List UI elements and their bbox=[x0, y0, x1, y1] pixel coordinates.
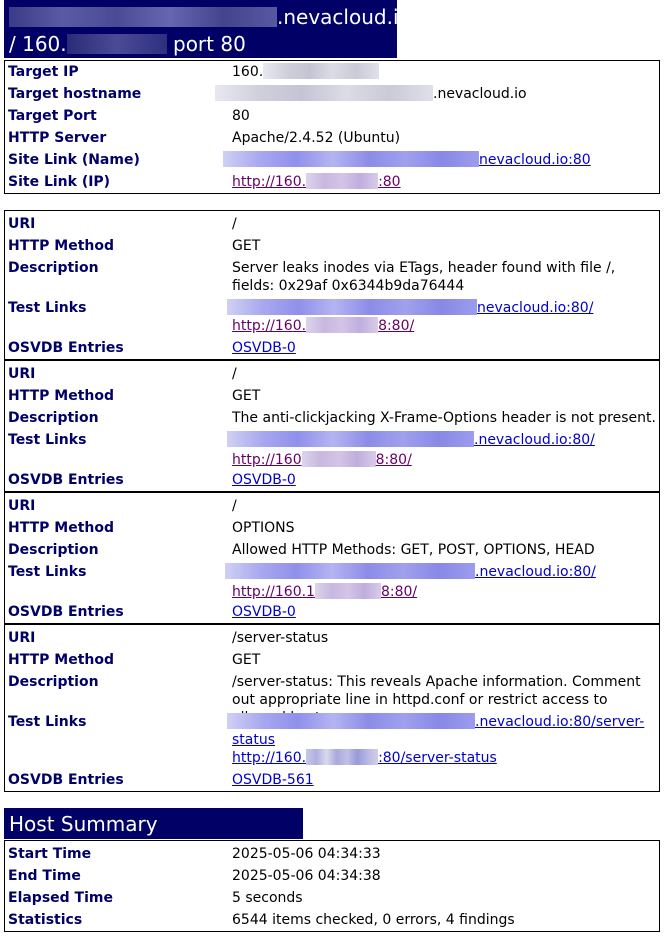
test-link-name[interactable]: .nevacloud.io:80/ bbox=[225, 563, 596, 581]
finding-description: /server-status: This reveals Apache information. Comment out appropriate line in httpd.conf or restrict access to bbox=[232, 674, 641, 708]
test-links-label: Test Links bbox=[8, 714, 87, 730]
finding-uri: / bbox=[232, 366, 237, 382]
finding-uri: /server-status bbox=[232, 630, 329, 646]
test-link-ip[interactable]: http://160. :80/server-status bbox=[232, 750, 497, 766]
uri-label: URI bbox=[8, 498, 36, 514]
test-links-label: Test Links bbox=[8, 564, 87, 580]
finding-description: The anti-clickjacking X-Frame-Options header is not present. bbox=[232, 410, 656, 426]
start-time-value: 2025-05-06 04:34:33 bbox=[232, 846, 381, 862]
statistics-value: 6544 items checked, 0 errors, 4 findings bbox=[232, 912, 515, 928]
finding-description: Allowed HTTP Methods: GET, POST, OPTIONS, HEAD bbox=[232, 542, 595, 558]
target-hostname-label: Target hostname bbox=[8, 86, 142, 102]
http-server-value: Apache/2.4.52 (Ubuntu) bbox=[232, 130, 401, 146]
host-summary-title: Host Summary bbox=[9, 812, 158, 836]
finding-uri: / bbox=[232, 498, 237, 514]
uri-label: URI bbox=[8, 216, 36, 232]
host-header-hostname: .nevacloud.io bbox=[9, 5, 411, 29]
finding-description: Server leaks inodes via ETags, header found with file /, fields: 0x29af 0x6344b9da76444 bbox=[232, 260, 616, 294]
redacted-hostname bbox=[9, 7, 277, 27]
test-link-name[interactable]: .nevacloud.io:80/server- bbox=[227, 713, 644, 731]
site-link-name[interactable]: nevacloud.io:80 bbox=[223, 151, 591, 169]
host-header bbox=[4, 0, 411, 58]
target-port-label: Target Port bbox=[8, 108, 97, 124]
description-label: Description bbox=[8, 542, 99, 558]
finding-separator bbox=[5, 491, 659, 493]
redacted-ip bbox=[67, 34, 167, 54]
test-links-label: Test Links bbox=[8, 300, 87, 316]
test-link-ip[interactable]: http://160.1 8:80/ bbox=[232, 584, 418, 600]
osvdb-link[interactable]: OSVDB-0 bbox=[232, 604, 296, 620]
statistics-label: Statistics bbox=[8, 912, 83, 928]
finding-method: GET bbox=[232, 652, 261, 668]
finding-separator bbox=[5, 623, 659, 625]
host-summary-table bbox=[4, 840, 660, 932]
test-link-name[interactable]: nevacloud.io:80/ bbox=[227, 299, 593, 317]
osvdb-link[interactable]: OSVDB-0 bbox=[232, 340, 296, 356]
findings-table bbox=[4, 210, 660, 792]
osvdb-link[interactable]: OSVDB-561 bbox=[232, 772, 314, 788]
target-info-table bbox=[4, 60, 660, 194]
finding-method: GET bbox=[232, 388, 261, 404]
uri-label: URI bbox=[8, 630, 36, 646]
elapsed-time-value: 5 seconds bbox=[232, 890, 303, 906]
osvdb-label: OSVDB Entries bbox=[8, 772, 124, 788]
elapsed-time-label: Elapsed Time bbox=[8, 890, 113, 906]
http-method-label: HTTP Method bbox=[8, 520, 114, 536]
finding-method: GET bbox=[232, 238, 261, 254]
host-header-ip: / 160. port 80 bbox=[9, 32, 246, 56]
http-method-label: HTTP Method bbox=[8, 238, 114, 254]
test-link-ip[interactable]: http://160 8:80/ bbox=[232, 452, 412, 468]
uri-label: URI bbox=[8, 366, 36, 382]
target-port-value: 80 bbox=[232, 108, 250, 124]
osvdb-label: OSVDB Entries bbox=[8, 604, 124, 620]
target-ip-label: Target IP bbox=[8, 64, 79, 80]
description-label: Description bbox=[8, 410, 99, 426]
target-hostname-value: .nevacloud.io bbox=[215, 85, 527, 103]
osvdb-label: OSVDB Entries bbox=[8, 340, 124, 356]
site-link-ip[interactable]: http://160. :80 bbox=[232, 174, 401, 190]
test-link-name-continued[interactable]: status bbox=[232, 732, 276, 748]
description-label: Description bbox=[8, 260, 99, 276]
end-time-label: End Time bbox=[8, 868, 81, 884]
start-time-label: Start Time bbox=[8, 846, 92, 862]
host-summary-header bbox=[4, 808, 303, 839]
test-link-ip[interactable]: http://160. 8:80/ bbox=[232, 318, 415, 334]
end-time-value: 2025-05-06 04:34:38 bbox=[232, 868, 381, 884]
finding-separator bbox=[5, 359, 659, 361]
description-label: Description bbox=[8, 674, 99, 690]
target-ip-value: 160. bbox=[232, 63, 379, 81]
finding-uri: / bbox=[232, 216, 237, 232]
finding-method: OPTIONS bbox=[232, 520, 295, 536]
http-server-label: HTTP Server bbox=[8, 130, 107, 146]
http-method-label: HTTP Method bbox=[8, 388, 114, 404]
test-links-label: Test Links bbox=[8, 432, 87, 448]
test-link-name[interactable]: .nevacloud.io:80/ bbox=[227, 431, 595, 449]
http-method-label: HTTP Method bbox=[8, 652, 114, 668]
site-link-ip-label: Site Link (IP) bbox=[8, 174, 111, 190]
site-link-name-label: Site Link (Name) bbox=[8, 152, 140, 168]
osvdb-link[interactable]: OSVDB-0 bbox=[232, 472, 296, 488]
osvdb-label: OSVDB Entries bbox=[8, 472, 124, 488]
